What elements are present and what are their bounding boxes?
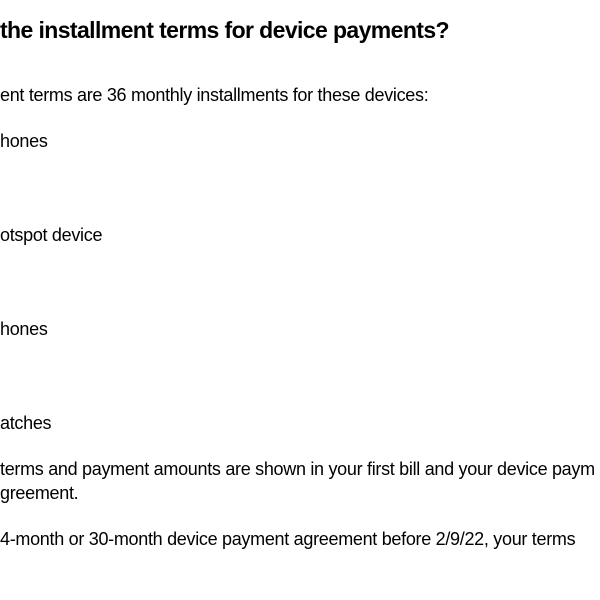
terms-note-line-1: terms and payment amounts are shown in your first bill and your device paym — [0, 459, 595, 479]
device-list-item: atches — [0, 413, 52, 433]
faq-intro-text: ent terms are 36 monthly installments for these devices: — [0, 85, 429, 105]
faq-question-heading: the installment terms for device payments? — [0, 17, 449, 43]
device-list-item: hones — [0, 319, 48, 339]
device-list-item: hones — [0, 131, 48, 151]
legacy-agreement-note: 4-month or 30-month device payment agreement before 2/9/22, your terms — [0, 529, 576, 549]
device-list-item: otspot device — [0, 225, 103, 245]
terms-note-line-2: greement. — [0, 483, 79, 503]
